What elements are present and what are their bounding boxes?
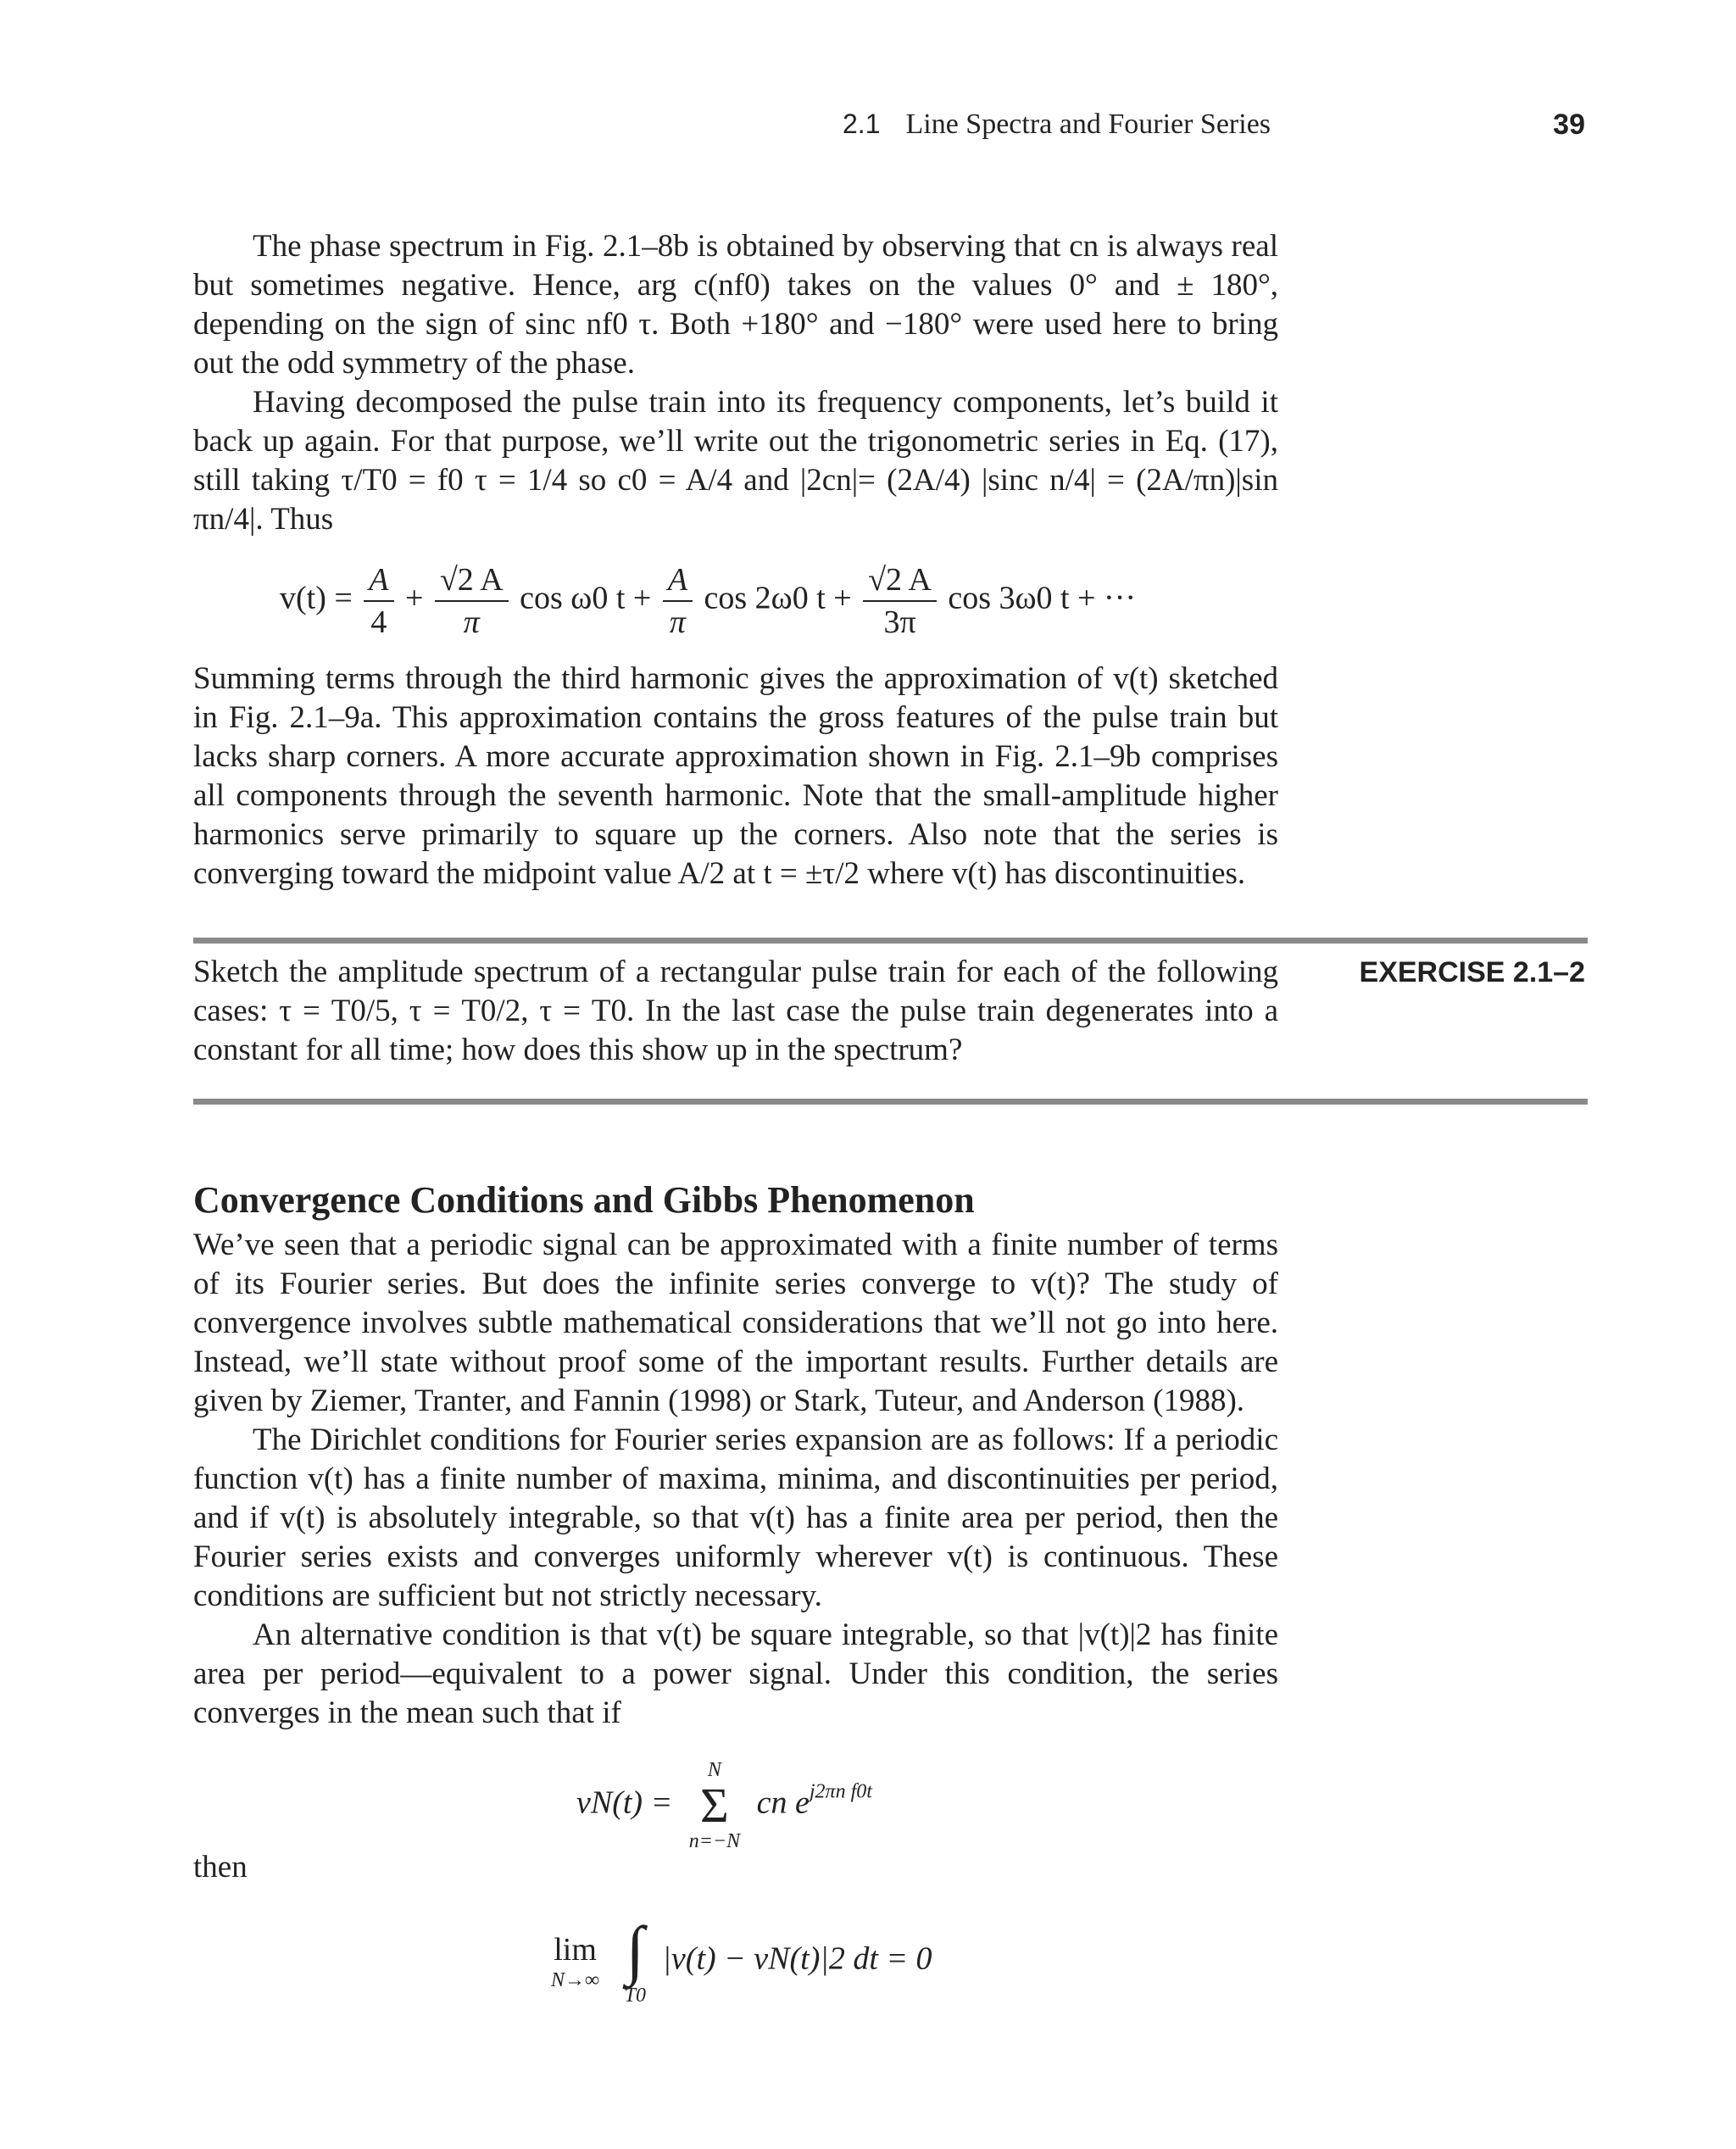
eq1-term3: $\frac{A}{\pi}$ [663,560,693,643]
eq2-term: cn e [756,1784,810,1821]
paragraph-summing: Summing terms through the third harmonic gives the approximation of v(t) sketched in Fig. 2.1–9a. This approximation contains the gross features of the pulse train but lacks sharp corners. A more accurate approximation shown in Fig. 2.1–9b comprises all components through the seventh harmonic. Note that the small-amplitude higher harmonics serve primarily to square up the corners. Also note that the series is converging toward the midpoint value A/2 at t = ±τ/2 where v(t) has discontinuities. [193,661,1278,891]
section-heading: Convergence Conditions and Gibbs Phenomenon [193,1179,975,1221]
eq1-cos2: cos 2ω0 t + [704,580,852,616]
eq1-cos1: cos ω0 t + [520,580,652,616]
exercise-body: Sketch the amplitude spectrum of a rectangular pulse train for each of the following cases: τ = T0/5, τ = T0/2, τ = T0. In the last case the pulse train degenerates into a constant for all time; how does this show up in the spectrum? [193,955,1278,1067]
body-text-summing [193,660,1278,894]
exercise-label: EXERCISE 2.1–2 [1359,956,1585,988]
paragraph-dirichlet: The Dirichlet conditions for Fourier series expansion are as follows: If a periodic function v(t) has a finite number of maxima, minima, and discontinuities per period, and if v(t) is absolutely integrable, so that v(t) has a finite area per period, then the Fourier series exists and converges uniformly wherever v(t) is continuous. These conditions are sufficient but not strictly necessary. [193,1422,1278,1613]
page-number: 39 [1553,109,1585,141]
eq2-summation: N Σ n=−N [688,1759,741,1852]
equation-limit [542,1912,932,2007]
equation-series [280,560,1136,643]
body-text-top [193,227,1278,539]
paragraph-square-integrable: An alternative condition is that v(t) be square integrable, so that |v(t)|2 has finite area per period—equivalent to a power signal. Under this condition, the series converges in the mean such that if [193,1617,1278,1730]
eq1-term4: $\frac{√2 A}{3\pi}$ [863,560,937,643]
paragraph-pulse-train: Having decomposed the pulse train into its frequency components, let’s build it back up again. For that purpose, we’ll write out the trigonometric series in Eq. (17), still taking τ/T0 = f0 τ = 1/4 so c0 = A/4 and |2cn|= (2A/4) |sinc n/4| = (2A/πn)|sin πn/4|. Thus [193,385,1278,537]
exercise-text [193,953,1278,1070]
eq3-integral: ∫ T0 [624,1912,646,2007]
paragraph-convergence: We’ve seen that a periodic signal can be approximated with a finite number of terms of its Fourier series. But does the infinite series converge to v(t)? The study of convergence involves subtle mathematical considerations that we’ll not go into here. Instead, we’ll state without proof some of the important results. Further details are given by Ziemer, Tranter, and Fannin (1998) or Stark, Tuteur, and Anderson (1988). [193,1228,1278,1418]
then-text [193,1848,1278,1887]
section-number: 2.1 [843,109,881,139]
eq3-limit: lim N→∞ [551,1932,600,1991]
paragraph-phase-spectrum: The phase spectrum in Fig. 2.1–8b is obtained by observing that cn is always real but sometimes negative. Hence, arg c(nf0) takes on the values 0° and ± 180°, depending on the sign of sinc nf0 τ. Both +180° and −180° were used here to bring out the odd symmetry of the phase. [193,229,1278,381]
paragraph-then: then [193,1850,248,1885]
eq1-cos3: cos 3ω0 t + ··· [948,580,1137,616]
body-text-convergence [193,1226,1278,1733]
eq1-plus: + [405,580,424,616]
exercise-top-rule [193,938,1588,944]
eq1-term2: $\frac{√2 A}{\pi}$ [435,560,509,643]
eq3-body: |v(t) − vN(t)|2 dt = 0 [662,1940,932,1977]
eq1-lhs: v(t) = [280,580,353,616]
eq1-term1: $\frac{A}{4}$ [364,560,393,643]
exercise-bottom-rule [193,1099,1588,1105]
running-header [843,109,1271,141]
eq2-lhs: vN(t) = [576,1784,673,1821]
eq2-exponent: j2πn f0t [809,1780,872,1803]
equation-partial-sum [576,1758,872,1853]
section-title: Line Spectra and Fourier Series [905,109,1271,140]
